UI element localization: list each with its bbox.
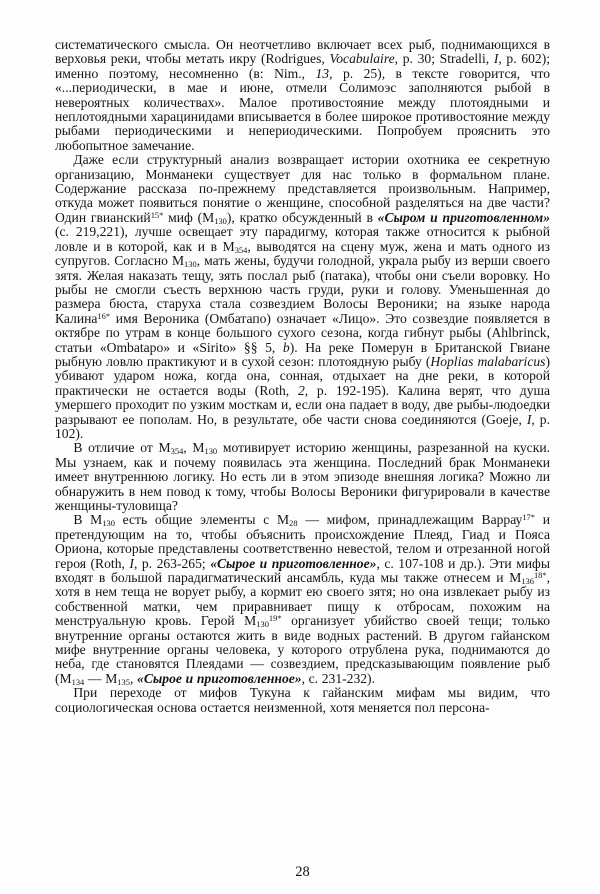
text-segment: I [493, 51, 499, 67]
text-segment: , p. 192-195). Калина верят, что душа умершего проходит по узким мосткам и, если она падает в воду, две рыбы-людоедки разрывают ее пополам. Но, в результате, обе части снова соединяются (Goeje, [55, 382, 550, 427]
text-segment: 13 [315, 65, 330, 81]
text-segment: , выводятся на сцену муж, жена и мать одного из супругов. Согласно M [55, 238, 550, 269]
paragraph [55, 686, 550, 715]
text-segment: , мать жены, будучи голодной, украла рыбу из верши своего зятя. Желая наказать тещу, зять послал рыб (патака), чтобы они съели воровку. Но рыбы не смогли съесть верхнюю часть груди, руки и голову. Уменьшенная до размера бюста, старуха стала созвездием Волосы Вероники; на языке народа Калина [55, 253, 550, 326]
text-segment: 2 [297, 382, 305, 398]
text-segment: и претендующим на то, чтобы объяснить происхождение Плеяд, Гиад и Пояса Ориона, которые представлены соответственно невестой, телом и отрезанной ногой героя (Roth, [55, 512, 550, 571]
text-segment: , p. 25), в тексте говорится, что «...периодически, в мае и июне, отмели Солимоэс заполняются рыбой в невероятных количествах». Малое противостояние между плотоядными и неплотоядными харацинидами вписывается в более широкое противостояние между рыбами периодическими и непериодическими. Попробуем прояснить это любопытное замечание. [55, 65, 550, 153]
footnote-reference: 19* [268, 613, 282, 624]
footnote-reference: 18* [533, 570, 547, 581]
text-segment: организует убийство своей тещи; только внутренние органы остаются жить в виде водных растений. В другом гайанском мифе внутренние органы человека, у которого отрублена рука, поднимаются до неба, где становятся Плеядами — созвездием, предсказывающим появление рыб (M [55, 613, 550, 686]
text-segment: ) убивают ударом ножа, когда она, сонная, отдыхает на дне реки, в которой практически не остается воды (Roth, [55, 353, 550, 398]
page-text-block [55, 38, 550, 715]
myth-index-subscript: 28 [289, 518, 298, 529]
myth-index-subscript: 354 [234, 244, 248, 255]
footnote-reference: 17* [522, 512, 535, 523]
text-segment: ). На реке Померун в Британской Гвиане рыбную ловлю практикуют и в сухой сезон: плотоядную рыбу ( [55, 339, 550, 369]
text-segment: систематического смысла. Он неотчетливо включает всех рыб, поднимающихся в верховья реки, чтобы метать икру (Rodrigues, [55, 37, 550, 67]
myth-index-subscript: 136 [521, 576, 534, 587]
text-segment: b [282, 339, 290, 355]
text-segment: — мифом, принадлежащим Варрау [297, 512, 523, 528]
text-segment: Hoplias malabaricus [430, 353, 546, 369]
text-segment: , хотя в нем теща не ворует рыбу, а кормит ею своего зятя; но она извлекает рыбу из собственной матки, чем приравнивает пищу к отбросам, похожим на менструальную кровь. Герой M [55, 570, 550, 629]
text-segment: В M [73, 512, 103, 528]
text-segment: При переходе от мифов Тукуна к гайанским мифам мы видим, что социологическая основа остается неизменной, хотя меняется пол персона- [55, 685, 550, 715]
paragraph [55, 38, 550, 153]
myth-index-subscript: 130 [102, 518, 115, 529]
myth-index-subscript: 135 [117, 676, 130, 687]
myth-index-subscript: 130 [256, 619, 269, 630]
text-segment: , [129, 670, 138, 686]
text-segment: , p. 602); именно поэтому, несомненно (в: Nim., [55, 51, 551, 81]
text-segment: , M [183, 440, 205, 456]
text-segment: , p. 102). [55, 411, 550, 441]
text-segment: I [129, 555, 134, 571]
text-segment: (с. 219,221), лучше освещает эту парадигму, которая также относится к рыбной ловле и в которой, как и в M [55, 224, 550, 254]
myth-index-subscript: 130 [214, 215, 227, 226]
page-number: 28 [295, 864, 310, 880]
text-segment: , p. 263-265; [133, 555, 211, 571]
text-segment: «Сырое и приготовленное» [210, 555, 377, 571]
footnote-reference: 16* [97, 310, 111, 321]
paragraph [55, 441, 550, 513]
text-segment: Даже если структурный анализ возвращает истории охотника ее секретную организацию, Монманеки существует для нас только в формальном плане. Содержание рассказа по-прежнему представляется произвольным. Например, откуда может появиться понятие о женщине, способной разделяться на две части? Один гвианский [55, 152, 550, 225]
text-segment: I [526, 411, 532, 427]
footnote-reference: 15* [150, 210, 164, 221]
paragraph [55, 513, 550, 686]
text-segment: есть общие элементы с M [114, 512, 290, 528]
text-segment: миф (M [163, 209, 215, 225]
text-segment: мотивирует историю женщины, разрезанной на куски. Мы узнаем, как и почему появилась эта женщина. Последний брак Монманеки имеет внутреннюю логику. Но есть ли в этом эпизоде внешняя логика? Можно ли обнаружить в нем повод к тому, чтобы Волосы Вероники фигурировали в качестве женщины-туловища? [55, 440, 550, 513]
text-segment: «Сыром и приготовленном» [377, 209, 551, 225]
text-segment: ), кратко обсужденный в [226, 209, 378, 225]
text-segment: , с. 107-108 и др.). Эти мифы входят в большой парадигматический ансамбль, куда мы также отнесем и M [55, 555, 550, 586]
text-segment: , с. 231-232). [301, 670, 375, 686]
text-segment: «Сырое и приготовленное» [137, 670, 302, 686]
text-segment: , p. 30; Stradelli, [394, 51, 494, 67]
myth-index-subscript: 354 [170, 446, 184, 457]
myth-index-subscript: 130 [204, 446, 218, 457]
text-segment: Vocabulaire [329, 51, 395, 67]
myth-index-subscript: 130 [184, 259, 197, 270]
myth-index-subscript: 134 [71, 676, 85, 687]
paragraph [55, 153, 550, 441]
text-segment: имя Вероника (Омбатапо) означает «Лицо». Это созвездие появляется в октябре по утрам в конце большого сухого сезона, когда гибнут рыбы (Ahlbrinck, статьи «Ombatapo» и «Sirito» §§ 5, [55, 310, 550, 355]
text-segment: — M [84, 670, 118, 686]
text-segment: В отличие от M [73, 440, 171, 456]
